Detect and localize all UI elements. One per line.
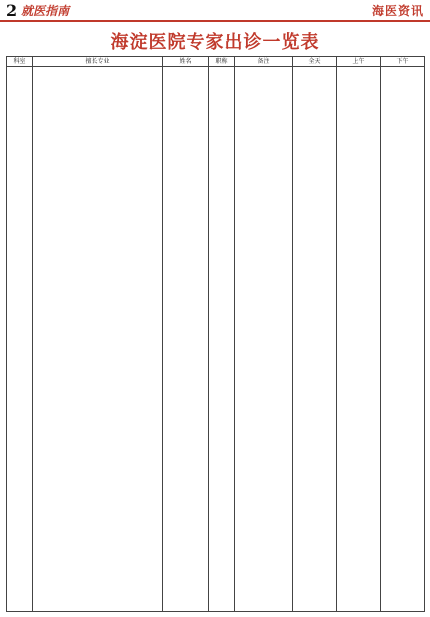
col-header-afternoon: 下午 [381,57,425,67]
table-cell [163,67,209,612]
banner-left [6,1,69,20]
schedule-table-wrap [6,56,424,612]
page-number: 2 [6,0,18,20]
table-header-row [7,57,425,67]
table-body [7,67,425,612]
table-cell [7,67,33,612]
table-cell [381,67,425,612]
top-banner [0,0,430,22]
col-header-full-day: 全天 [293,57,337,67]
table-cell [293,67,337,612]
table-cell [209,67,235,612]
col-header-name: 姓名 [163,57,209,67]
col-header-title: 职称 [209,57,235,67]
section-left-label: 就医指南 [21,3,70,18]
col-header-notes: 备注 [235,57,293,67]
page-title: 海淀医院专家出诊一览表 [110,32,320,53]
table-body-placeholder [7,67,425,612]
col-header-specialty: 擅长专业 [33,57,163,67]
table-cell [337,67,381,612]
table-cell [33,67,163,612]
col-header-morning: 上午 [337,57,381,67]
section-right-label: 海医资讯 [371,3,424,18]
col-header-department: 科室 [7,57,33,67]
table-cell [235,67,293,612]
schedule-table [6,56,425,612]
